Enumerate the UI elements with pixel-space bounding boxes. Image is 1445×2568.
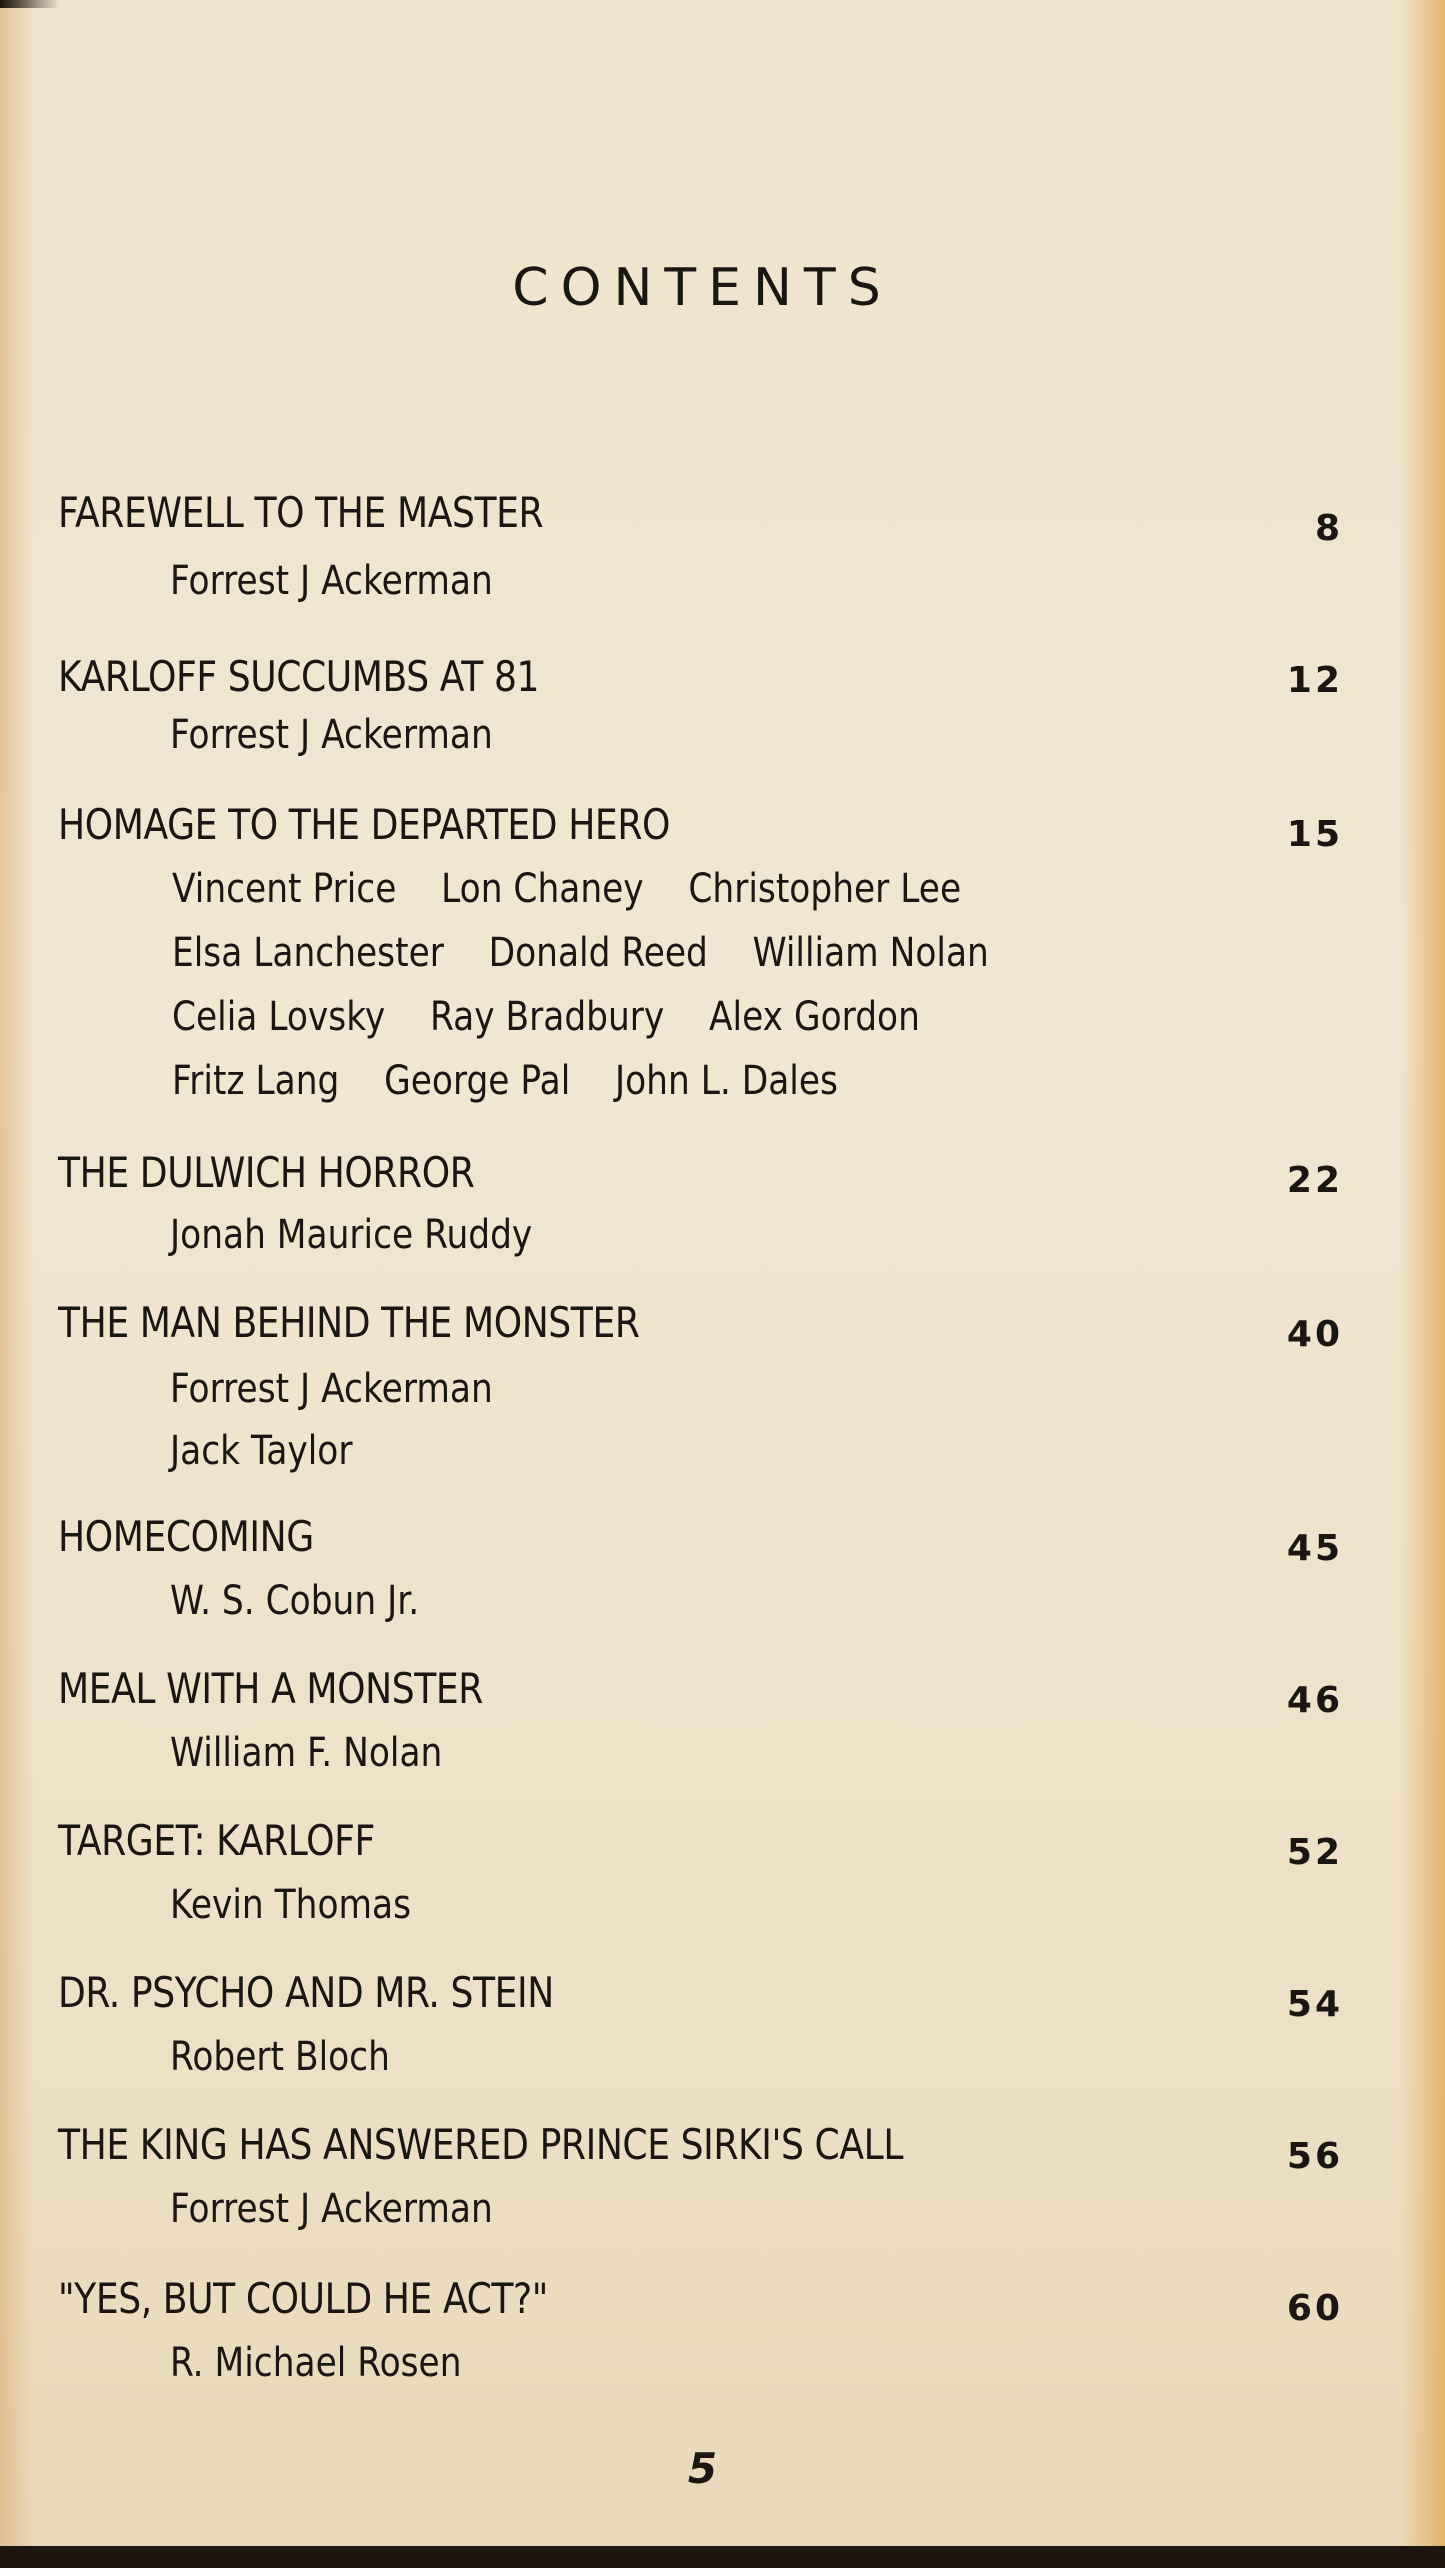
contributor-name: Christopher Lee bbox=[688, 866, 962, 912]
entry-author: William F. Nolan bbox=[170, 1730, 443, 1776]
contributor-row bbox=[172, 930, 1034, 976]
entry-page-number: 45 bbox=[1286, 1528, 1343, 1569]
page-top-shadow bbox=[0, 0, 60, 8]
page-bottom-edge bbox=[0, 2546, 1445, 2568]
entry-author: R. Michael Rosen bbox=[170, 2340, 462, 2386]
entry-author: Jonah Maurice Ruddy bbox=[170, 1212, 533, 1258]
contributor-name: Vincent Price bbox=[172, 866, 397, 912]
entry-author: Jack Taylor bbox=[170, 1428, 353, 1474]
contributor-name: Ray Bradbury bbox=[429, 994, 665, 1040]
entry-page-number: 52 bbox=[1286, 1832, 1343, 1873]
entry-title: HOMECOMING bbox=[58, 1512, 314, 1561]
entry-author: Forrest J Ackerman bbox=[170, 1366, 493, 1412]
contributor-name: Lon Chaney bbox=[441, 866, 644, 912]
entry-page-number: 60 bbox=[1286, 2288, 1343, 2329]
entry-title: TARGET: KARLOFF bbox=[58, 1816, 375, 1865]
contributor-name: Fritz Lang bbox=[172, 1058, 340, 1104]
entry-page-number: 12 bbox=[1286, 660, 1343, 701]
entry-author: Forrest J Ackerman bbox=[170, 2186, 493, 2232]
entry-author: Forrest J Ackerman bbox=[170, 712, 493, 758]
entry-author: W. S. Cobun Jr. bbox=[170, 1578, 420, 1624]
entry-title: KARLOFF SUCCUMBS AT 81 bbox=[58, 652, 540, 701]
entry-author: Kevin Thomas bbox=[170, 1882, 412, 1928]
entry-title: MEAL WITH A MONSTER bbox=[58, 1664, 483, 1713]
contributor-name: Elsa Lanchester bbox=[172, 930, 444, 976]
entry-page-number: 8 bbox=[1314, 508, 1343, 549]
entry-page-number: 40 bbox=[1286, 1314, 1343, 1355]
entry-page-number: 46 bbox=[1286, 1680, 1343, 1721]
entry-title: HOMAGE TO THE DEPARTED HERO bbox=[58, 800, 670, 849]
entry-page-number: 56 bbox=[1286, 2136, 1343, 2177]
entry-title: "YES, BUT COULD HE ACT?" bbox=[58, 2274, 548, 2323]
entry-author: Robert Bloch bbox=[170, 2034, 390, 2080]
contributor-row bbox=[172, 866, 1006, 912]
contributor-name: George Pal bbox=[384, 1058, 571, 1104]
entry-title: THE DULWICH HORROR bbox=[58, 1148, 475, 1197]
entry-author: Forrest J Ackerman bbox=[170, 558, 493, 604]
entry-page-number: 22 bbox=[1286, 1160, 1343, 1201]
contributor-name: Donald Reed bbox=[488, 930, 708, 976]
contributor-name: John L. Dales bbox=[614, 1058, 838, 1104]
page-folio-number: 5 bbox=[687, 2444, 718, 2493]
entry-title: THE KING HAS ANSWERED PRINCE SIRKI'S CALL bbox=[58, 2120, 904, 2169]
contributor-name: William Nolan bbox=[752, 930, 989, 976]
entry-title: FAREWELL TO THE MASTER bbox=[58, 488, 544, 537]
contributor-name: Celia Lovsky bbox=[172, 994, 386, 1040]
entry-title: THE MAN BEHIND THE MONSTER bbox=[58, 1298, 640, 1347]
page-title: CONTENTS bbox=[512, 258, 893, 318]
contributor-row bbox=[172, 994, 965, 1040]
entry-page-number: 54 bbox=[1286, 1984, 1343, 2025]
entry-title: DR. PSYCHO AND MR. STEIN bbox=[58, 1968, 554, 2017]
contributor-name: Alex Gordon bbox=[709, 994, 920, 1040]
entry-page-number: 15 bbox=[1286, 814, 1343, 855]
contributor-row bbox=[172, 1058, 883, 1104]
